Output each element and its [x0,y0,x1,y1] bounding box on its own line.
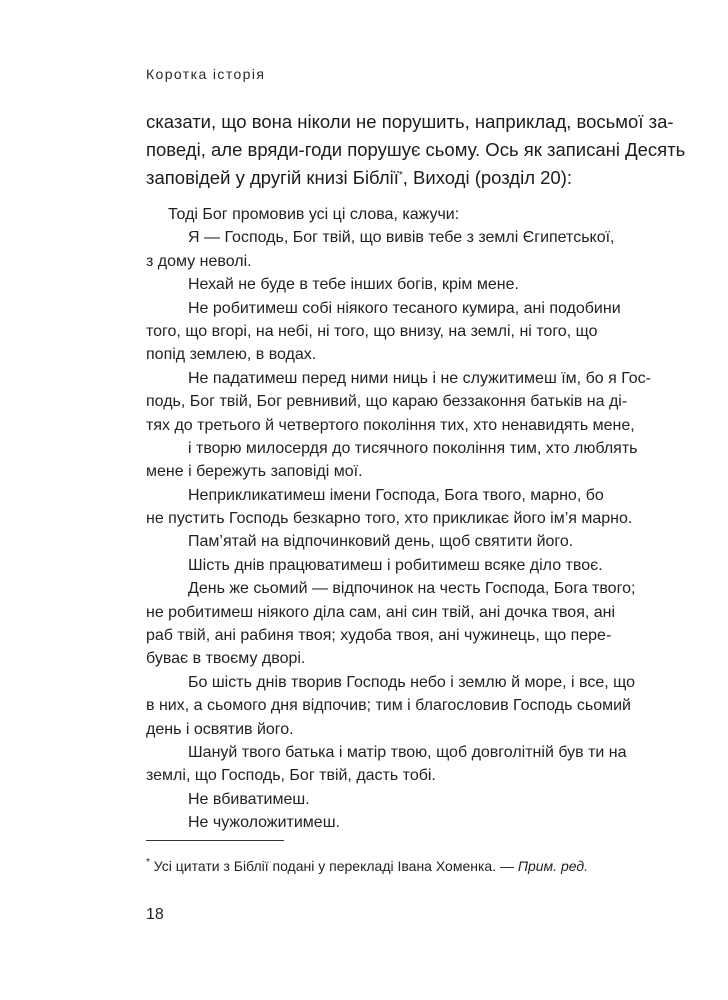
quote-line: Нехай не буде в тебе інших богів, крім мене. [188,276,519,294]
quote-line: раб твій, ані рабиня твоя; худоба твоя, ані чужинець, що пере- [146,627,612,645]
footnote-marker: * [146,857,150,868]
quote-line: Не робитимеш собі ніякого тесаного кумира, ані подобини [188,299,621,317]
body-paragraph [146,108,685,192]
quote-line: Неприкликатимеш імени Господа, Бога твого, марно, бо [188,486,604,504]
quote-line: не пустить Господь безкарно того, хто прикликає його ім’я марно. [146,510,633,528]
quote-line: буває в твоєму дворі. [146,650,306,668]
scripture-quote [146,203,651,835]
text-line: поведі, але вряди-годи порушує сьому. Ось як записані Десять [146,139,686,160]
quote-line: того, що вгорі, на небі, ні того, що внизу, на землі, ні того, що [146,322,598,340]
quote-line: попід землею, в водах. [146,346,317,364]
quote-line: не робитимеш ніякого діла сам, ані син твій, ані дочка твоя, ані [146,603,616,621]
text-line: сказати, що вона ніколи не порушить, наприклад, восьмої за- [146,111,674,132]
running-title: Коротка історія [146,66,266,82]
text-fragment: заповідей у другій книзі Біблії [146,167,399,188]
footnote-ref[interactable]: * [398,170,403,181]
quote-line: День же сьомий — відпочинок на честь Господа, Бога твого; [188,580,636,598]
quote-line: з дому неволі. [146,252,252,270]
quote-line: землі, що Господь, Бог твій, дасть тобі. [146,767,436,785]
quote-line: день і освятив його. [146,720,294,738]
quote-line: Не чужоложитимеш. [188,814,340,832]
footnote [146,856,588,876]
quote-line: мене і бережуть заповіді мої. [146,463,363,481]
text-line [146,164,685,192]
quote-line: Тоді Бог промовив усі ці слова, кажучи: [168,206,460,223]
quote-line: в них, а сьомого дня відпочив; тим і благословив Господь сьомий [146,697,631,715]
quote-line: подь, Бог твій, Бог ревнивий, що караю беззаконня батьків на ді- [146,393,628,411]
quote-line: Не падатимеш перед ними ниць і не служитимеш їм, бо я Гос- [188,369,652,387]
footnote-note: Прим. ред. [517,858,588,874]
quote-line: і творю милосердя до тисячного покоління тим, хто люблять [188,439,638,457]
text-fragment: , Виході (розділ 20): [402,167,573,188]
quote-line: Пам’ятай на відпочинковий день, щоб святити його. [188,533,574,551]
footnote-divider [146,840,284,841]
quote-line: Не вбиватимеш. [188,790,310,808]
quote-line: тях до третього й четвертого покоління тих, хто ненавидять мене, [146,416,635,434]
quote-line: Шість днів працюватимеш і робитимеш всяке діло твоє. [188,556,603,574]
quote-line: Я — Господь, Бог твій, що вивів тебе з землі Єгипетської, [188,229,615,247]
footnote-text: Усі цитати з Біблії подані у перекладі Івана Хоменка. — [149,858,518,874]
quote-line: Шануй твого батька і матір твою, щоб довголітній був ти на [188,743,627,761]
quote-line: Бо шість днів творив Господь небо і землю й море, і все, що [188,673,636,691]
page-number: 18 [146,906,164,923]
